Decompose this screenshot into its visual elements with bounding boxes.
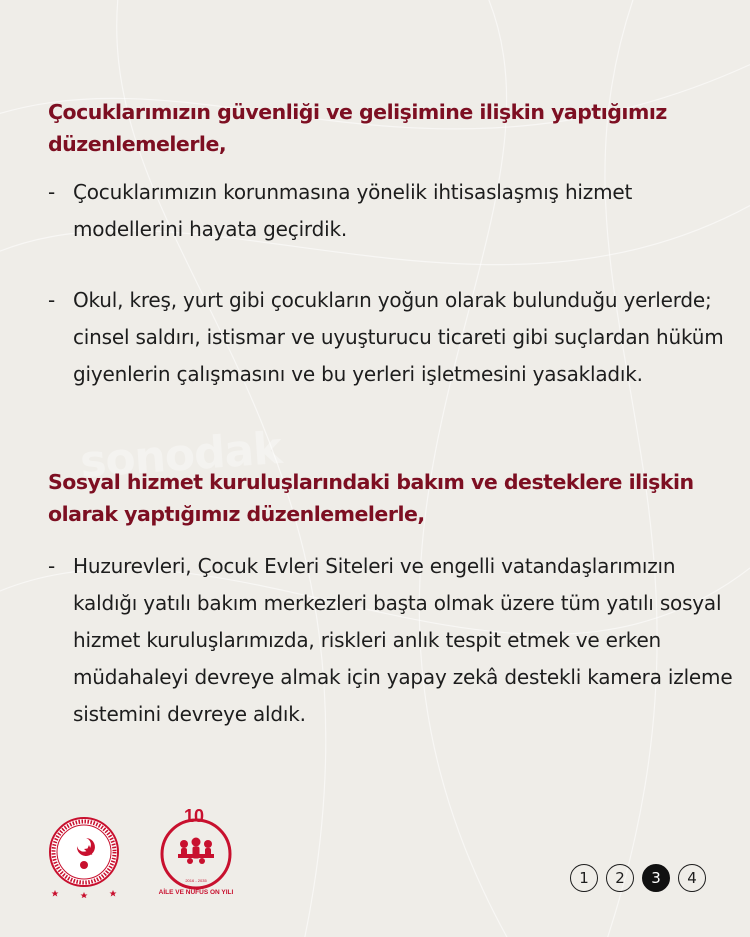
bullet-text: Huzurevleri, Çocuk Evleri Siteleri ve engelli vatandaşlarımızın kaldığı yatılı bakım merkezleri başta olmak üzere tüm yatılı sosyal hizmet kuruluşlarımızda, riskleri anlık tespit etmek ve erken müdahaleyi devreye almak için yapay zekâ destekli kamera izleme sistemini devreye aldık.: [73, 554, 733, 726]
bullet-dash: -: [48, 554, 56, 578]
ministry-seal-icon: [47, 812, 121, 898]
section-heading-social-services: Sosyal hizmet kuruluşlarındaki bakım ve desteklere ilişkin olarak yaptığımız düzenlemelerle,: [48, 470, 694, 526]
pagination: [570, 864, 706, 894]
anniversary-years: 2016 - 2035: [185, 878, 207, 883]
bullet-text: Çocuklarımızın korunmasına yönelik ihtisaslaşmış hizmet modellerini hayata geçirdik.: [73, 180, 633, 241]
anniversary-number: 10: [183, 806, 205, 826]
page-indicator-4[interactable]: 4: [678, 864, 706, 892]
bullet-text: Okul, kreş, yurt gibi çocukların yoğun olarak bulunduğu yerlerde; cinsel saldırı, istismar ve uyuşturucu ticareti gibi suçlardan hüküm giyenlerin çalışmasını ve bu yerleri işletmesini yasakladık.: [73, 288, 724, 386]
page-indicator-1[interactable]: 1: [570, 864, 598, 892]
section-heading-children: Çocuklarımızın güvenliği ve gelişimine ilişkin yaptığımız düzenlemelerle,: [48, 100, 667, 156]
page-indicator-2[interactable]: 2: [606, 864, 634, 892]
bullet-item: [48, 548, 733, 733]
bullet-item: [48, 174, 733, 248]
watermark-text: sonodak: [78, 423, 283, 488]
bullet-item: [48, 282, 733, 393]
anniversary-10-icon: [156, 806, 240, 900]
page-indicator-3-current[interactable]: 3: [642, 864, 670, 892]
anniversary-caption: AİLE VE NÜFUS ON YILI: [158, 889, 234, 896]
anniversary-logo: [156, 806, 240, 900]
bullet-dash: -: [48, 180, 56, 204]
bullet-dash: -: [48, 288, 56, 312]
